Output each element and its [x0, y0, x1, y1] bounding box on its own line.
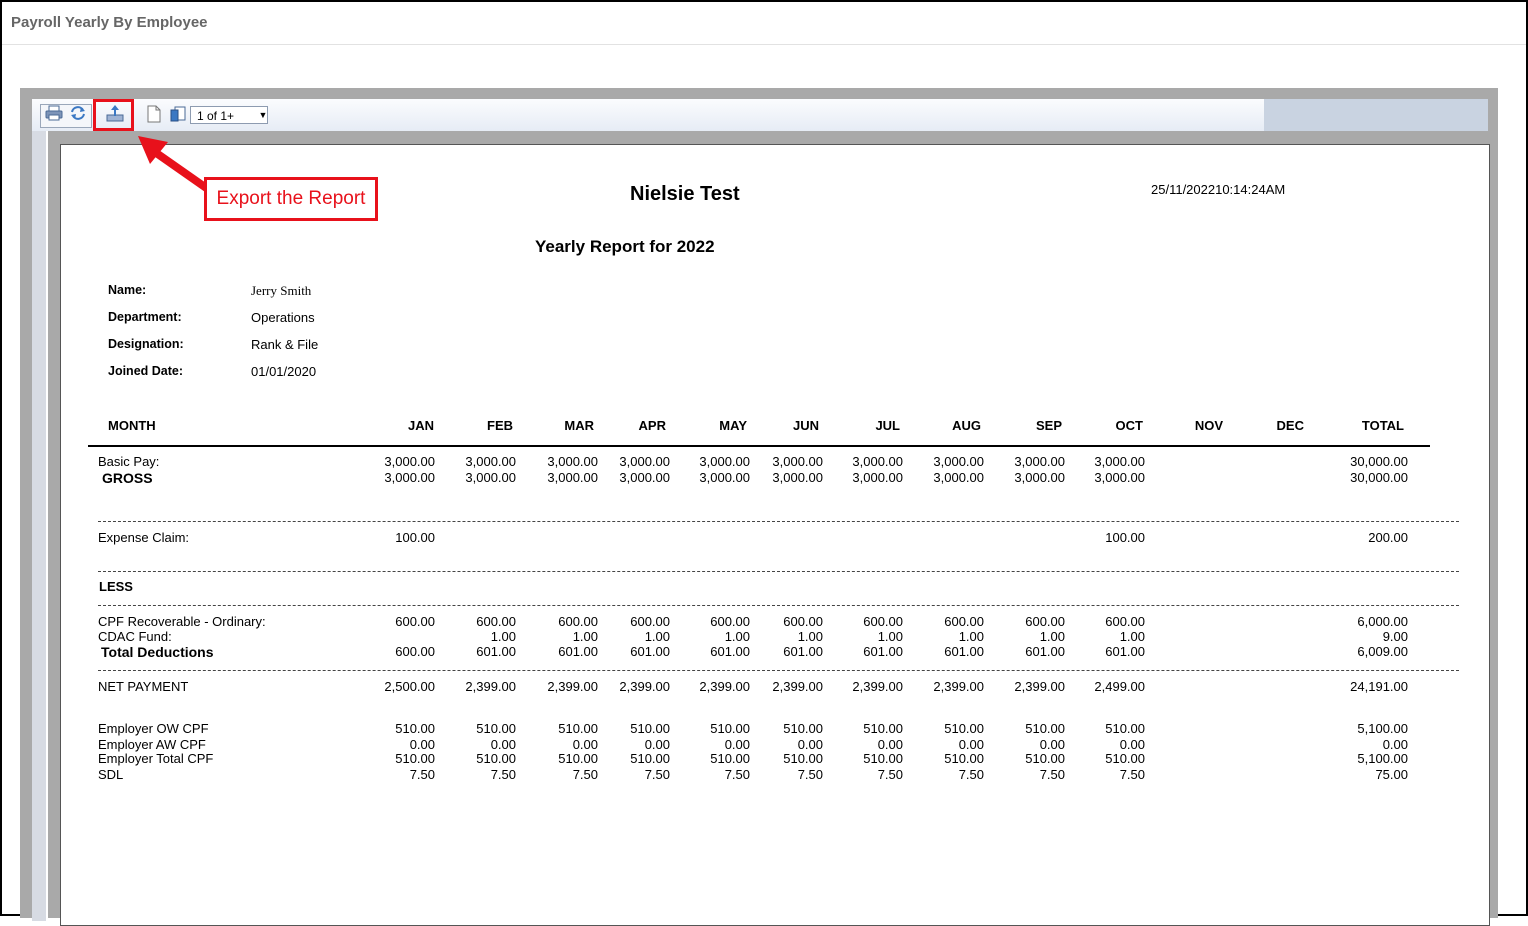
row-label: Employer AW CPF — [98, 737, 206, 752]
column-header: FEB — [487, 418, 513, 433]
row-label: CDAC Fund: — [98, 629, 172, 644]
table-cell: 2,399.00 — [547, 679, 598, 694]
table-cell: 7.50 — [409, 767, 435, 782]
table-cell: 510.00 — [1105, 721, 1145, 736]
company-name: Nielsie Test — [630, 183, 740, 205]
print-icon — [45, 105, 63, 121]
info-label: Department: — [108, 310, 182, 324]
table-cell: 3,000.00 — [933, 454, 984, 469]
document-map-icon — [169, 105, 187, 123]
table-cell: 600.00 — [944, 614, 984, 629]
less-heading: LESS — [99, 579, 133, 594]
page-title: Payroll Yearly By Employee — [11, 14, 208, 31]
table-cell: 510.00 — [395, 721, 435, 736]
table-cell: 600.00 — [558, 614, 598, 629]
divider-4 — [98, 670, 1459, 671]
export-highlight — [93, 99, 134, 131]
info-value: Operations — [251, 310, 315, 325]
report-timestamp: 25/11/202210:14:24AM — [1151, 182, 1286, 197]
page-icon — [145, 105, 163, 123]
column-header: JAN — [407, 418, 434, 433]
table-cell: 0.00 — [490, 737, 516, 752]
table-cell: 601.00 — [783, 644, 823, 659]
table-cell: 200.00 — [1368, 530, 1408, 545]
page-header — [2, 2, 1526, 45]
table-cell: 7.50 — [1119, 767, 1145, 782]
table-cell: 510.00 — [1025, 751, 1065, 766]
column-header: MAY — [719, 418, 747, 433]
table-cell: 24,191.00 — [1350, 679, 1408, 694]
table-cell: 3,000.00 — [619, 470, 670, 485]
info-value: Rank & File — [251, 337, 319, 352]
table-cell: 510.00 — [863, 721, 903, 736]
table-cell: 600.00 — [395, 614, 435, 629]
table-cell: 2,399.00 — [852, 679, 903, 694]
table-cell: 0.00 — [1119, 737, 1145, 752]
table-cell: 7.50 — [724, 767, 750, 782]
column-header: APR — [638, 418, 666, 433]
table-cell: 0.00 — [1039, 737, 1065, 752]
export-callout: Export the Report — [204, 177, 378, 221]
table-cell: 5,100.00 — [1357, 721, 1408, 736]
table-cell: 1.00 — [644, 629, 670, 644]
table-cell: 2,399.00 — [1014, 679, 1065, 694]
page-setup-button[interactable] — [143, 105, 165, 127]
table-cell: 1.00 — [572, 629, 598, 644]
table-cell: 601.00 — [944, 644, 984, 659]
table-cell: 3,000.00 — [619, 454, 670, 469]
table-cell: 7.50 — [644, 767, 670, 782]
table-cell: 0.00 — [644, 737, 670, 752]
row-label: GROSS — [102, 470, 153, 486]
table-cell: 2,399.00 — [933, 679, 984, 694]
table-cell: 601.00 — [1025, 644, 1065, 659]
header-rule — [88, 445, 1430, 447]
refresh-button[interactable] — [67, 105, 89, 127]
table-cell: 6,000.00 — [1357, 614, 1408, 629]
table-cell: 7.50 — [490, 767, 516, 782]
table-cell: 0.00 — [572, 737, 598, 752]
table-cell: 0.00 — [409, 737, 435, 752]
table-cell: 3,000.00 — [772, 454, 823, 469]
info-label: Joined Date: — [108, 364, 184, 378]
row-label: CPF Recoverable - Ordinary: — [98, 614, 266, 629]
page-number-select[interactable]: 1 of 1+ — [190, 106, 268, 124]
table-cell: 9.00 — [1382, 629, 1408, 644]
column-header: TOTAL — [1361, 418, 1404, 433]
info-value: Jerry Smith — [251, 283, 312, 298]
table-cell: 600.00 — [1025, 614, 1065, 629]
table-cell: 510.00 — [476, 751, 516, 766]
table-cell: 3,000.00 — [465, 454, 516, 469]
table-cell: 3,000.00 — [1014, 454, 1065, 469]
table-cell: 1.00 — [490, 629, 516, 644]
table-cell: 3,000.00 — [699, 470, 750, 485]
info-label: Designation: — [108, 337, 184, 351]
table-cell: 0.00 — [958, 737, 984, 752]
table-cell: 2,399.00 — [772, 679, 823, 694]
column-header: NOV — [1194, 418, 1223, 433]
table-cell: 601.00 — [863, 644, 903, 659]
row-label: Basic Pay: — [98, 454, 160, 469]
column-header: JUN — [792, 418, 819, 433]
table-cell: 601.00 — [1105, 644, 1145, 659]
table-cell: 1.00 — [724, 629, 750, 644]
divider-3 — [98, 605, 1459, 606]
table-cell: 7.50 — [572, 767, 598, 782]
column-header: SEP — [1035, 418, 1062, 433]
column-header: AUG — [952, 418, 981, 433]
row-label: Total Deductions — [101, 644, 214, 660]
divider-1 — [98, 521, 1459, 522]
row-label: NET PAYMENT — [98, 679, 189, 694]
table-cell: 2,399.00 — [699, 679, 750, 694]
table-cell: 3,000.00 — [933, 470, 984, 485]
table-cell: 0.00 — [724, 737, 750, 752]
table-cell: 510.00 — [476, 721, 516, 736]
table-cell: 600.00 — [863, 614, 903, 629]
row-label: Employer OW CPF — [98, 721, 209, 736]
table-cell: 30,000.00 — [1350, 454, 1408, 469]
column-header: DEC — [1276, 418, 1304, 433]
table-cell: 510.00 — [395, 751, 435, 766]
table-cell: 510.00 — [710, 751, 750, 766]
table-cell: 510.00 — [710, 721, 750, 736]
table-cell: 510.00 — [558, 721, 598, 736]
row-label: Employer Total CPF — [98, 751, 214, 766]
table-cell: 510.00 — [558, 751, 598, 766]
column-header: OCT — [1115, 418, 1143, 433]
table-cell: 3,000.00 — [1094, 470, 1145, 485]
table-cell: 510.00 — [630, 751, 670, 766]
row-label: Expense Claim: — [98, 530, 190, 545]
table-cell: 3,000.00 — [772, 470, 823, 485]
report-subtitle: Yearly Report for 2022 — [535, 237, 715, 256]
table-cell: 510.00 — [944, 751, 984, 766]
refresh-icon — [69, 105, 87, 121]
document-map-button[interactable] — [167, 105, 189, 127]
table-cell: 600.00 — [395, 644, 435, 659]
table-cell: 7.50 — [1039, 767, 1065, 782]
table-cell: 5,100.00 — [1357, 751, 1408, 766]
table-cell: 7.50 — [958, 767, 984, 782]
table-cell: 2,499.00 — [1094, 679, 1145, 694]
table-cell: 1.00 — [797, 629, 823, 644]
table-cell: 6,009.00 — [1357, 644, 1408, 659]
table-cell: 601.00 — [476, 644, 516, 659]
table-cell: 600.00 — [1105, 614, 1145, 629]
table-cell: 3,000.00 — [699, 454, 750, 469]
table-cell: 75.00 — [1375, 767, 1408, 782]
table-cell: 100.00 — [395, 530, 435, 545]
left-scroll-strip — [32, 131, 48, 921]
table-cell: 3,000.00 — [1014, 470, 1065, 485]
table-cell: 3,000.00 — [384, 454, 435, 469]
table-cell: 30,000.00 — [1350, 470, 1408, 485]
table-cell: 510.00 — [783, 721, 823, 736]
print-button[interactable] — [43, 105, 65, 127]
table-cell: 7.50 — [877, 767, 903, 782]
table-cell: 601.00 — [710, 644, 750, 659]
table-cell: 1.00 — [1039, 629, 1065, 644]
chevron-down-icon[interactable]: ▼ — [258, 110, 268, 120]
table-cell: 2,500.00 — [384, 679, 435, 694]
table-cell: 510.00 — [783, 751, 823, 766]
column-header-month: MONTH — [108, 418, 156, 433]
table-cell: 100.00 — [1105, 530, 1145, 545]
column-header: MAR — [564, 418, 594, 433]
table-cell: 2,399.00 — [619, 679, 670, 694]
table-cell: 1.00 — [1119, 629, 1145, 644]
table-cell: 510.00 — [1105, 751, 1145, 766]
report-page — [60, 144, 1490, 926]
table-cell: 1.00 — [958, 629, 984, 644]
table-cell: 0.00 — [1382, 737, 1408, 752]
table-cell: 601.00 — [630, 644, 670, 659]
divider-2 — [98, 571, 1459, 572]
table-cell: 510.00 — [630, 721, 670, 736]
table-cell: 3,000.00 — [384, 470, 435, 485]
table-cell: 7.50 — [797, 767, 823, 782]
table-cell: 3,000.00 — [852, 470, 903, 485]
table-cell: 3,000.00 — [852, 454, 903, 469]
column-header: JUL — [875, 418, 900, 433]
table-cell: 601.00 — [558, 644, 598, 659]
info-label: Name: — [108, 283, 147, 297]
info-value: 01/01/2020 — [251, 364, 317, 379]
table-cell: 600.00 — [710, 614, 750, 629]
table-cell: 3,000.00 — [547, 454, 598, 469]
table-cell: 510.00 — [944, 721, 984, 736]
table-cell: 510.00 — [863, 751, 903, 766]
table-cell: 600.00 — [476, 614, 516, 629]
table-cell: 3,000.00 — [1094, 454, 1145, 469]
toolbar-button-group — [40, 104, 92, 128]
table-cell: 3,000.00 — [465, 470, 516, 485]
row-label: SDL — [98, 767, 124, 782]
table-cell: 0.00 — [797, 737, 823, 752]
table-cell: 600.00 — [630, 614, 670, 629]
table-cell: 0.00 — [877, 737, 903, 752]
table-cell: 1.00 — [877, 629, 903, 644]
table-cell: 2,399.00 — [465, 679, 516, 694]
table-cell: 510.00 — [1025, 721, 1065, 736]
table-cell: 3,000.00 — [547, 470, 598, 485]
table-cell: 600.00 — [783, 614, 823, 629]
